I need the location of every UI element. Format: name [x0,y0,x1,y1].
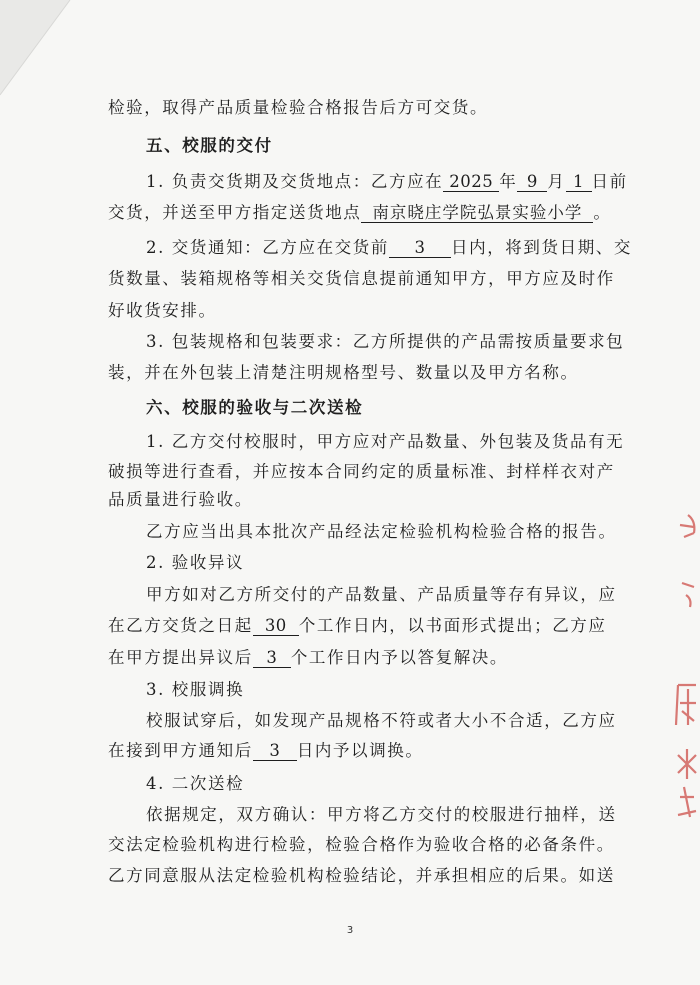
clause-text: 在接到甲方通知后 [108,741,253,760]
text-line-12: 破损等进行查看，并应按本合同约定的质量标准、封样样衣对产 [108,462,615,481]
clause-text: 2. 交货通知：乙方应在交货前 [146,238,389,257]
page-number: 3 [346,925,354,936]
clause-reply-period [108,648,508,668]
year-unit: 年 [499,172,518,191]
clause-text-suffix: 个工作日内，以书面形式提出；乙方应 [298,616,607,635]
clause-delivery-date [146,172,628,192]
clause-exchange-period [108,741,424,761]
text-line-25: 乙方同意服从法定检验机构检验结论，并承担相应的后果。如送 [108,866,615,885]
text-line-6: 货数量、装箱规格等相关交货信息提前通知甲方，甲方应及时作 [108,269,615,288]
subheading-exchange: 3. 校服调换 [146,680,245,699]
notice-days-value: 3 [389,238,451,258]
clause-text: 1. 负责交货期及交货地点：乙方应在 [146,172,444,191]
text-line-14: 乙方应当出具本批次产品经法定检验机构检验合格的报告。 [146,522,617,541]
clause-text-suffix: 日前 [591,172,628,191]
subheading-objection: 2. 验收异议 [146,553,245,572]
objection-days-value: 30 [253,616,299,636]
text-line-16: 甲方如对乙方所交付的产品数量、产品质量等存有异议，应 [146,585,617,604]
text-line-9: 装，并在外包装上清楚注明规格型号、数量以及甲方名称。 [108,363,579,382]
exchange-days-value: 3 [253,741,297,761]
delivery-year-value: 2025 [443,172,499,192]
clause-packaging: 3. 包装规格和包装要求：乙方所提供的产品需按质量要求包 [146,332,625,351]
subheading-retest: 4. 二次送检 [146,774,245,793]
clause-delivery-location [108,203,612,223]
text-line-23: 依据规定，双方确认：甲方将乙方交付的校服进行抽样，送 [146,805,617,824]
clause-text: 交货，并送至甲方指定送货地点 [108,203,362,222]
clause-text-suffix: 个工作日内予以答复解决。 [290,648,509,667]
section-heading-delivery: 五、校服的交付 [146,136,273,155]
clause-inspection: 1. 乙方交付校服时，甲方应对产品数量、外包装及货品有无 [146,432,625,451]
month-unit: 月 [547,172,566,191]
delivery-day-value: 1 [566,172,592,192]
clause-text: 在乙方交货之日起 [108,616,253,635]
delivery-location-value: 南京晓庄学院弘景实验小学 [361,203,593,223]
reply-days-value: 3 [253,648,291,668]
clause-text-suffix: 。 [593,203,612,222]
clause-text: 在甲方提出异议后 [108,648,253,667]
text-line-7: 好收货安排。 [108,301,217,320]
text-line-20: 校服试穿后，如发现产品规格不符或者大小不合适，乙方应 [146,711,617,730]
clause-text-suffix: 日内，将到货日期、交 [451,238,632,257]
text-line-1: 检验，取得产品质量检验合格报告后方可交货。 [108,98,489,117]
text-line-24: 交法定检验机构进行检验，检验合格作为验收合格的必备条件。 [108,835,615,854]
clause-objection-period [108,616,607,636]
clause-delivery-notice [146,238,632,258]
section-heading-acceptance: 六、校服的验收与二次送检 [146,398,364,417]
delivery-month-value: 9 [517,172,547,192]
text-line-13: 品质量进行验收。 [108,490,253,509]
clause-text-suffix: 日内予以调换。 [296,741,424,760]
